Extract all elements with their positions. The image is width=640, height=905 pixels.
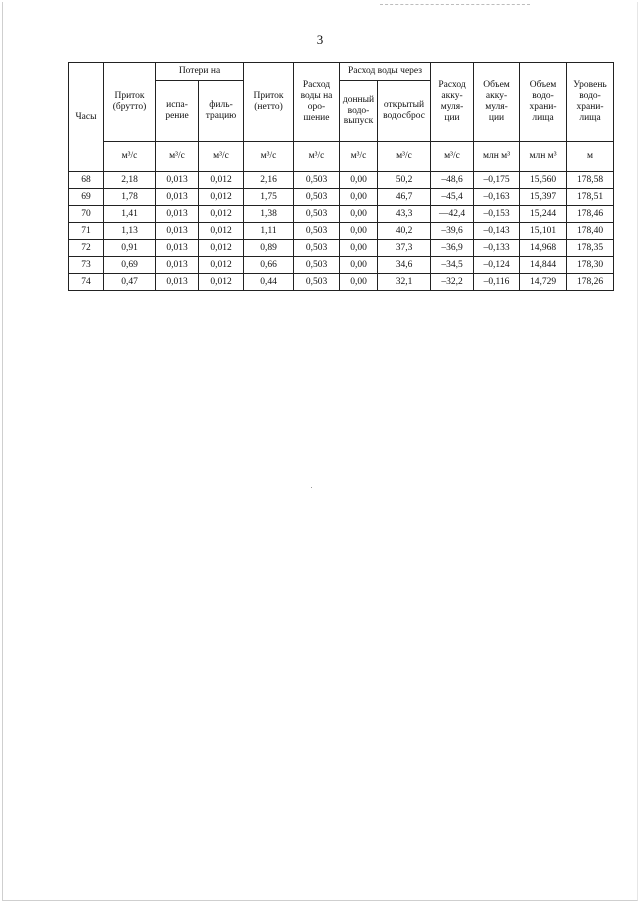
- value-cell: 0,00: [340, 240, 378, 257]
- table-row: [69, 206, 614, 223]
- value-cell: 0,44: [244, 274, 294, 291]
- value-cell: 0,00: [340, 274, 378, 291]
- unit-reservoir-volume: млн м³: [520, 142, 567, 172]
- value-cell: 1,75: [244, 189, 294, 206]
- value-cell: 15,244: [520, 206, 567, 223]
- value-cell: 0,00: [340, 257, 378, 274]
- value-cell: 0,00: [340, 206, 378, 223]
- value-cell: 0,013: [156, 223, 199, 240]
- value-cell: 0,013: [156, 206, 199, 223]
- header-filtration: филь- трацию: [199, 81, 244, 142]
- value-cell: 46,7: [378, 189, 431, 206]
- value-cell: 0,00: [340, 189, 378, 206]
- value-cell: 40,2: [378, 223, 431, 240]
- header-inflow-gross: Приток (брутто): [104, 63, 156, 142]
- value-cell: 178,30: [567, 257, 614, 274]
- header-open-spillway: открытый водосброс: [378, 81, 431, 142]
- value-cell: 0,012: [199, 206, 244, 223]
- value-cell: 0,012: [199, 172, 244, 189]
- value-cell: 43,3: [378, 206, 431, 223]
- value-cell: 0,012: [199, 274, 244, 291]
- header-accumulation-volume: Объем акку- муля- ции: [474, 63, 520, 142]
- value-cell: –45,4: [431, 189, 474, 206]
- value-cell: –0,143: [474, 223, 520, 240]
- value-cell: –0,163: [474, 189, 520, 206]
- unit-reservoir-level: м: [567, 142, 614, 172]
- value-cell: 0,013: [156, 257, 199, 274]
- unit-irrigation: м³/с: [294, 142, 340, 172]
- value-cell: 14,729: [520, 274, 567, 291]
- unit-open-spillway: м³/с: [378, 142, 431, 172]
- value-cell: 0,013: [156, 189, 199, 206]
- value-cell: 0,013: [156, 172, 199, 189]
- value-cell: 1,41: [104, 206, 156, 223]
- value-cell: 0,013: [156, 240, 199, 257]
- hour-cell: 72: [69, 240, 104, 257]
- value-cell: 1,13: [104, 223, 156, 240]
- header-hours: Часы: [69, 63, 104, 172]
- value-cell: –39,6: [431, 223, 474, 240]
- value-cell: 178,26: [567, 274, 614, 291]
- value-cell: 32,1: [378, 274, 431, 291]
- unit-inflow-net: м³/с: [244, 142, 294, 172]
- value-cell: 0,503: [294, 172, 340, 189]
- header-bottom-outlet: донный водо- выпуск: [340, 81, 378, 142]
- value-cell: 0,00: [340, 223, 378, 240]
- header-accumulation-flow: Расход акку- муля- ции: [431, 63, 474, 142]
- value-cell: 0,013: [156, 274, 199, 291]
- value-cell: –34,5: [431, 257, 474, 274]
- hour-cell: 71: [69, 223, 104, 240]
- header-reservoir-level: Уровень водо- храни- лища: [567, 63, 614, 142]
- value-cell: 0,00: [340, 172, 378, 189]
- scan-speck: [311, 487, 312, 488]
- value-cell: –0,133: [474, 240, 520, 257]
- value-cell: –0,175: [474, 172, 520, 189]
- table-row: [69, 274, 614, 291]
- header-reservoir-volume: Объем водо- храни- лища: [520, 63, 567, 142]
- value-cell: 178,46: [567, 206, 614, 223]
- header-discharge-group: Расход воды через: [340, 63, 431, 81]
- value-cell: 15,101: [520, 223, 567, 240]
- value-cell: –0,124: [474, 257, 520, 274]
- value-cell: –32,2: [431, 274, 474, 291]
- value-cell: 0,47: [104, 274, 156, 291]
- scan-artifact-rule: [380, 4, 530, 5]
- unit-accumulation-volume: млн м³: [474, 142, 520, 172]
- table-row: [69, 257, 614, 274]
- unit-accumulation-flow: м³/с: [431, 142, 474, 172]
- hour-cell: 70: [69, 206, 104, 223]
- value-cell: 0,012: [199, 257, 244, 274]
- value-cell: 178,51: [567, 189, 614, 206]
- unit-filtration: м³/с: [199, 142, 244, 172]
- value-cell: 1,11: [244, 223, 294, 240]
- value-cell: –0,153: [474, 206, 520, 223]
- value-cell: 0,69: [104, 257, 156, 274]
- table-body: [69, 172, 614, 291]
- value-cell: 0,012: [199, 223, 244, 240]
- header-irrigation: Расход воды на оро- шение: [294, 63, 340, 142]
- value-cell: 15,397: [520, 189, 567, 206]
- value-cell: 0,89: [244, 240, 294, 257]
- value-cell: 50,2: [378, 172, 431, 189]
- value-cell: 0,503: [294, 189, 340, 206]
- value-cell: 2,18: [104, 172, 156, 189]
- table-row: [69, 223, 614, 240]
- table-row: [69, 240, 614, 257]
- value-cell: 15,560: [520, 172, 567, 189]
- value-cell: 0,503: [294, 240, 340, 257]
- value-cell: 178,58: [567, 172, 614, 189]
- reservoir-table: [68, 62, 614, 291]
- table-row: [69, 172, 614, 189]
- value-cell: 14,844: [520, 257, 567, 274]
- value-cell: 0,012: [199, 189, 244, 206]
- unit-evaporation: м³/с: [156, 142, 199, 172]
- value-cell: 178,40: [567, 223, 614, 240]
- header-inflow-net: Приток (нетто): [244, 63, 294, 142]
- value-cell: —42,4: [431, 206, 474, 223]
- value-cell: 178,35: [567, 240, 614, 257]
- value-cell: 2,16: [244, 172, 294, 189]
- unit-bottom-outlet: м³/с: [340, 142, 378, 172]
- value-cell: 1,78: [104, 189, 156, 206]
- value-cell: 14,968: [520, 240, 567, 257]
- value-cell: 1,38: [244, 206, 294, 223]
- hour-cell: 69: [69, 189, 104, 206]
- unit-inflow-gross: м³/с: [104, 142, 156, 172]
- value-cell: 0,503: [294, 206, 340, 223]
- hour-cell: 74: [69, 274, 104, 291]
- hour-cell: 68: [69, 172, 104, 189]
- table-row: [69, 189, 614, 206]
- value-cell: 0,503: [294, 223, 340, 240]
- page-number: 3: [316, 32, 324, 47]
- value-cell: –48,6: [431, 172, 474, 189]
- value-cell: 0,66: [244, 257, 294, 274]
- header-losses-group: Потери на: [156, 63, 244, 81]
- table-header: [69, 63, 614, 172]
- value-cell: –36,9: [431, 240, 474, 257]
- value-cell: 0,012: [199, 240, 244, 257]
- value-cell: 34,6: [378, 257, 431, 274]
- value-cell: 0,503: [294, 257, 340, 274]
- value-cell: 37,3: [378, 240, 431, 257]
- value-cell: –0,116: [474, 274, 520, 291]
- value-cell: 0,91: [104, 240, 156, 257]
- header-evaporation: испа- рение: [156, 81, 199, 142]
- hour-cell: 73: [69, 257, 104, 274]
- value-cell: 0,503: [294, 274, 340, 291]
